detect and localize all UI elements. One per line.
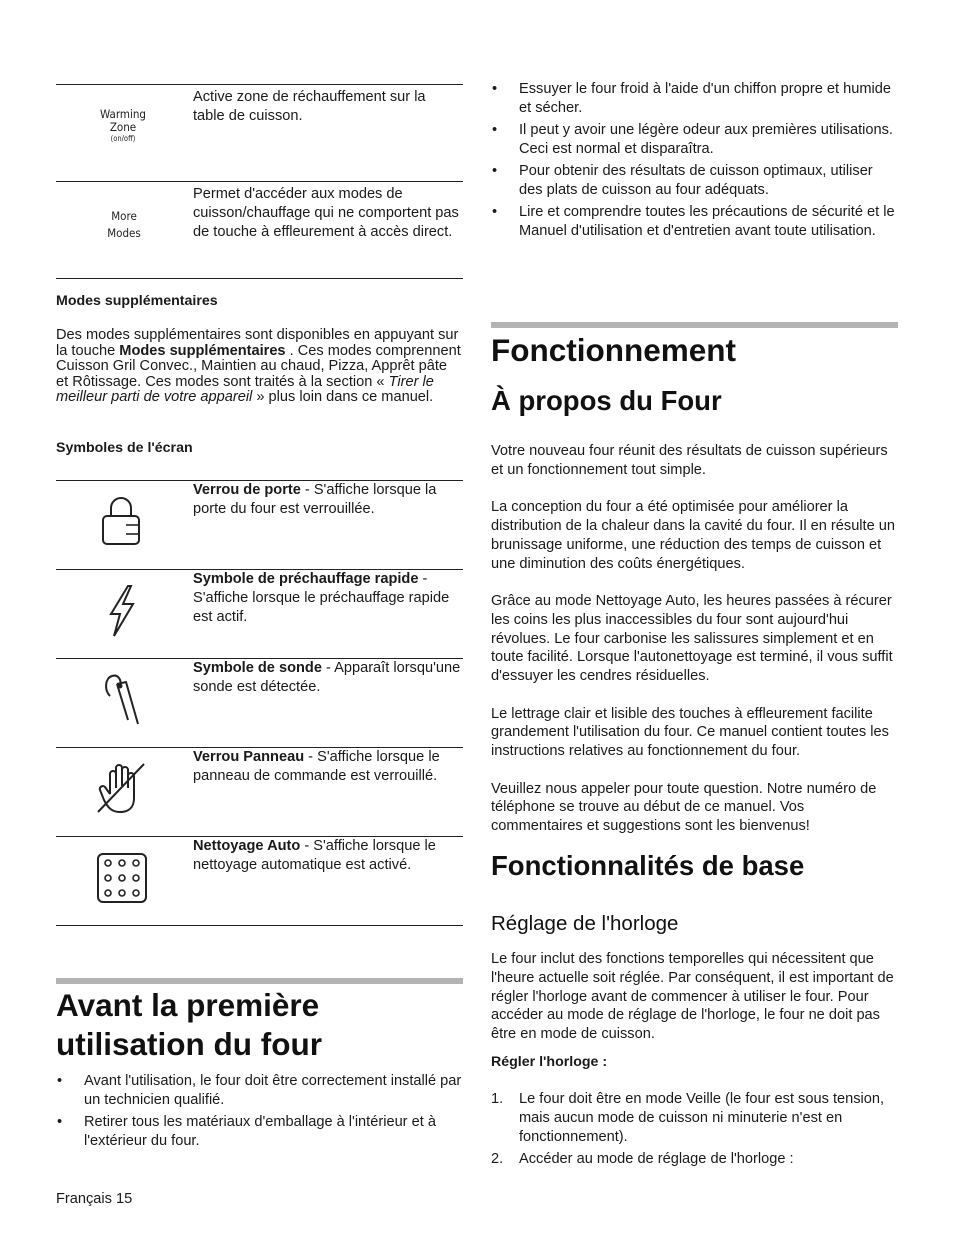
symbol-name: Verrou de porte (193, 482, 301, 498)
symbol-description (193, 659, 461, 697)
list-item-text: Retirer tous les matériaux d'emballage à l'intérieur et à l'extérieur du four. (84, 1113, 436, 1149)
list-item (491, 203, 899, 241)
care-list (491, 80, 899, 244)
about-oven-text (491, 442, 898, 836)
symbol-name: Symbole de préchauffage rapide (193, 571, 419, 587)
list-item (491, 121, 899, 159)
bullet: • (57, 1073, 63, 1089)
icon-label-line: Warming (100, 107, 146, 121)
list-item (56, 1072, 462, 1110)
list-item (491, 162, 899, 200)
list-item (56, 1113, 462, 1151)
list-item (491, 80, 899, 118)
before-use-list (56, 1072, 462, 1154)
clock-setting-paragraph: Le four inclut des fonctions temporelles qui nécessitent que l'heure actuelle soit réglée. Par conséquent, il est important de régler l'horloge avant de commencer à utiliser le four. Pour accéder au mode de réglage de l'horloge, le four ne doit pas être en mode de cuisson. (491, 951, 894, 1043)
table-rule (56, 84, 463, 85)
list-item (491, 1150, 899, 1169)
step-number: 1. (491, 1091, 504, 1107)
section-bar (56, 978, 463, 984)
table-rule (56, 278, 463, 279)
italic-run: Tirer le meilleur parti de votre appareil (56, 373, 434, 406)
paragraph: Le lettrage clair et lisible des touches à effleurement facilite grandement l'utilisation du four. Ce manuel contient toutes les instructions relatives au fonctionnement du four. (491, 705, 889, 760)
table-cell-text: Active zone de réchauffement sur la table de cuisson. (193, 89, 426, 124)
panel-lock-hand-icon (94, 760, 148, 816)
modes-heading: Modes supplémentaires (56, 293, 218, 309)
set-clock-heading: Régler l'horloge : (491, 1054, 608, 1070)
bullet: • (492, 81, 498, 97)
list-item-text: Pour obtenir des résultats de cuisson optimaux, utiliser des plats de cuisson au four adéquats. (519, 162, 873, 198)
list-item-text: Accéder au mode de réglage de l'horloge : (519, 1151, 794, 1168)
symbol-description (193, 481, 461, 519)
list-item-text: Le four doit être en mode Veille (le four est sous tension, mais aucun mode de cuisson ni minuterie n'est en fonctionnement). (519, 1091, 885, 1145)
text-run: . Ces modes comprennent Cuisson Gril Convec., Maintien au chaud, Pizza, Apprêt pâte et Rôtissage. Ces modes sont traités à la section « (56, 342, 461, 390)
text-run: - S'affiche lorsque le préchauffage rapide est actif. (193, 571, 450, 625)
lightning-icon (106, 584, 138, 638)
symbol-description (193, 570, 461, 626)
clock-setting-heading: Réglage de l'horloge (491, 912, 679, 935)
symbol-name: Symbole de sonde (193, 660, 322, 676)
text-run: - Apparaît lorsqu'une sonde est détectée. (193, 660, 461, 695)
symbol-description (193, 748, 461, 786)
list-item-text: Avant l'utilisation, le four doit être correctement installé par un technicien qualifié. (84, 1073, 462, 1108)
section-bar (491, 322, 898, 328)
bullet: • (57, 1113, 63, 1130)
bullet: • (492, 203, 498, 220)
list-item-text: Essuyer le four froid à l'aide d'un chiffon propre et humide et sécher. (519, 81, 891, 116)
symbol-description (193, 837, 461, 875)
symbols-heading: Symboles de l'écran (56, 440, 193, 456)
table-cell-text: Permet d'accéder aux modes de cuisson/chauffage qui ne comportent pas de touche à effleurement à accès direct. (193, 186, 459, 240)
more-modes-key-icon (94, 208, 154, 242)
page-footer: Français 15 (56, 1191, 133, 1207)
bullet: • (492, 162, 498, 179)
before-use-heading (56, 986, 463, 1063)
bullet: • (492, 121, 498, 138)
table-rule (56, 181, 463, 182)
step-number: 2. (491, 1151, 504, 1168)
fonctionnement-heading: Fonctionnement (491, 332, 736, 368)
about-oven-heading: À propos du Four (491, 385, 722, 416)
icon-label-line: (on/off) (110, 134, 136, 143)
probe-icon (100, 672, 142, 728)
self-clean-icon (96, 852, 148, 904)
paragraph: Grâce au mode Nettoyage Auto, les heures passées à récurer les coins les plus inaccessibles du four sont aujourd'hui révolues. Le four carbonise les salissures simplement et en toute facilité. Lorsque l'autonettoyage est terminé, il vous suffit d'essuyer les cendres résiduelles. (491, 592, 893, 685)
heading-line: Avant la première (56, 987, 320, 1023)
paragraph: Votre nouveau four réunit des résultats de cuisson supérieurs et un fonctionnement tout simple. (491, 443, 888, 478)
list-item-text: Il peut y avoir une légère odeur aux premières utilisations. Ceci est normal et disparaîtra. (519, 121, 893, 157)
modes-paragraph (56, 328, 462, 406)
lock-icon (100, 496, 142, 546)
paragraph: La conception du four a été optimisée pour améliorer la distribution de la chaleur dans la cavité du four. Il en résulte un brunissage uniforme, une réduction des temps de cuisson et une diminution des coûts énergétiques. (491, 499, 896, 572)
icon-label-line: Modes (107, 226, 141, 240)
text-run: - S'affiche lorsque la porte du four est verrouillée. (193, 482, 437, 517)
symbol-name: Verrou Panneau (193, 749, 305, 765)
text-run: - S'affiche lorsque le nettoyage automatique est activé. (193, 838, 436, 873)
table-rule (56, 925, 463, 926)
basic-features-heading: Fonctionnalités de base (491, 850, 805, 881)
text-run: » plus loin dans ce manuel. (252, 389, 434, 406)
text-run: Des modes supplémentaires sont disponibles en appuyant sur la touche (56, 327, 459, 359)
bold-run: Modes supplémentaires (119, 342, 286, 359)
heading-line: utilisation du four (56, 1025, 322, 1062)
icon-label-line: More (111, 209, 137, 223)
warming-zone-key-icon (93, 108, 153, 144)
list-item-text: Lire et comprendre toutes les précautions de sécurité et le Manuel d'utilisation et d'entretien avant toute utilisation. (519, 203, 895, 239)
paragraph: Veuillez nous appeler pour toute question. Notre numéro de téléphone se trouve au début de ce manuel. Vos commentaires et suggestions sont les bienvenus! (491, 780, 877, 835)
symbol-name: Nettoyage Auto (193, 838, 301, 854)
set-clock-steps (491, 1090, 899, 1173)
text-run: - S'affiche lorsque le panneau de commande est verrouillé. (193, 749, 440, 784)
list-item (491, 1090, 899, 1146)
icon-label-line: Zone (109, 120, 137, 134)
